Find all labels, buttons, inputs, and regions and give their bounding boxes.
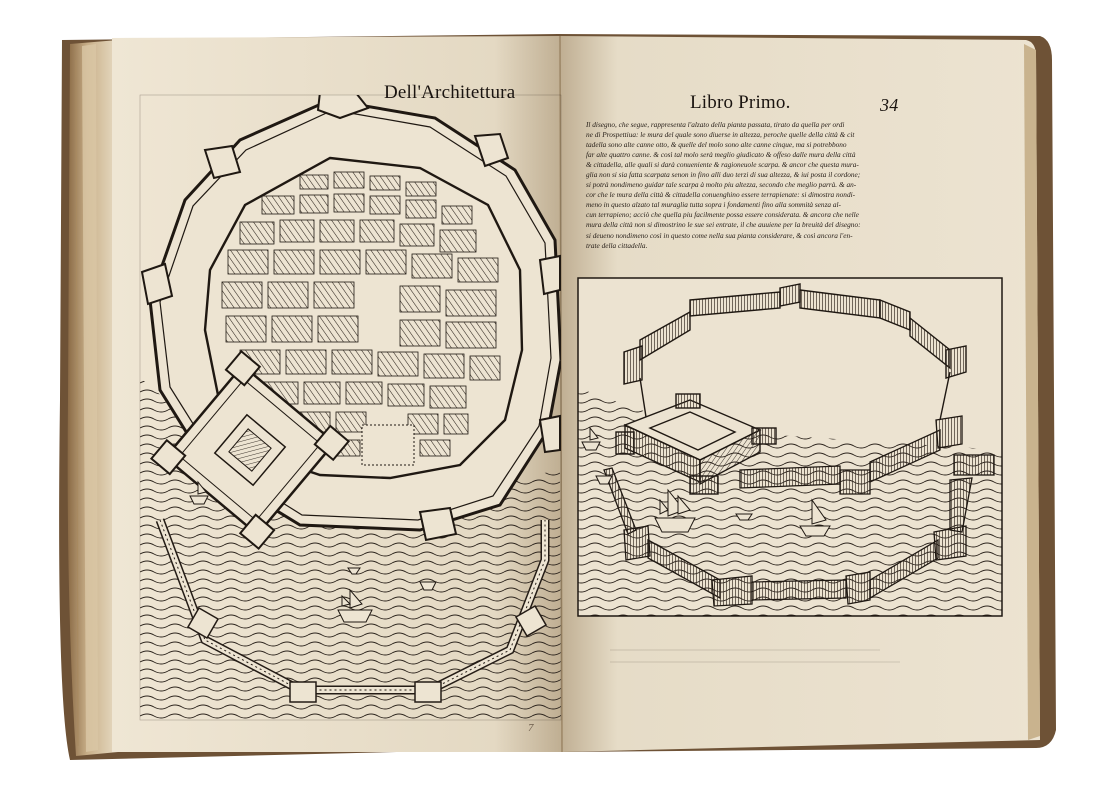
text-line: Il disegno, che segue, rappresenta l'alzato della pianta passata, tirato da quella per ordi — [586, 120, 845, 129]
page-signature-mark: 7 — [528, 722, 534, 734]
perspective-view-woodcut — [578, 278, 1002, 616]
body-text — [586, 120, 892, 251]
text-line: glia non si sia fatta scarpata senon in fino alli duo terzi di sua altezza, & iui posta il cordone; — [586, 170, 861, 180]
text-line: trate della cittadella. — [586, 240, 648, 250]
running-head-right: Libro Primo. — [690, 92, 791, 113]
running-head-left: Dell'Architettura — [384, 82, 516, 103]
text-line: tadella sono alte canne otto, & quelle del molo sono alte canne cinque, ma si potrebbono — [586, 140, 847, 150]
text-line: ne di Prospettiua: le mura del quale sono diuerse in altezza, peroche quelle della città & cit — [586, 130, 855, 140]
text-line: cor che le mura della città & cittadella conuenghino essere terrapienate: si dimostra nondi- — [586, 190, 856, 200]
folio-number: 34 — [880, 95, 899, 115]
text-line: far alte quattro canne. & così tal molo serà meglio giudicato & offeso dalle mura della città — [586, 150, 856, 160]
text-line: meno in questo alzato tal muraglia tutta sopra i fondamenti fino alla sommità senza al- — [586, 200, 841, 210]
text-line: & cittadella, alle quali si darà conueniente & ragioneuole scarpa. & ancor che questa mura- — [586, 160, 859, 170]
text-line: mura della città non si dimostrino le sue sei entrate, il che auuiene per la breuità del disegno: — [586, 220, 861, 230]
text-line: si deueno nondimeno così in questo come nella sua pianta considerare, & così ancora l'en- — [586, 230, 853, 240]
text-line: si potrà nondimeno guidar tale scarpa à molto piu altezza, secondo che meglio parrà. & an- — [586, 180, 857, 190]
text-line: cun terrapieno; acciò che quella piu facilmente possa essere considerata. & ancora che nelle — [586, 210, 859, 220]
city-plan-woodcut — [140, 88, 561, 720]
